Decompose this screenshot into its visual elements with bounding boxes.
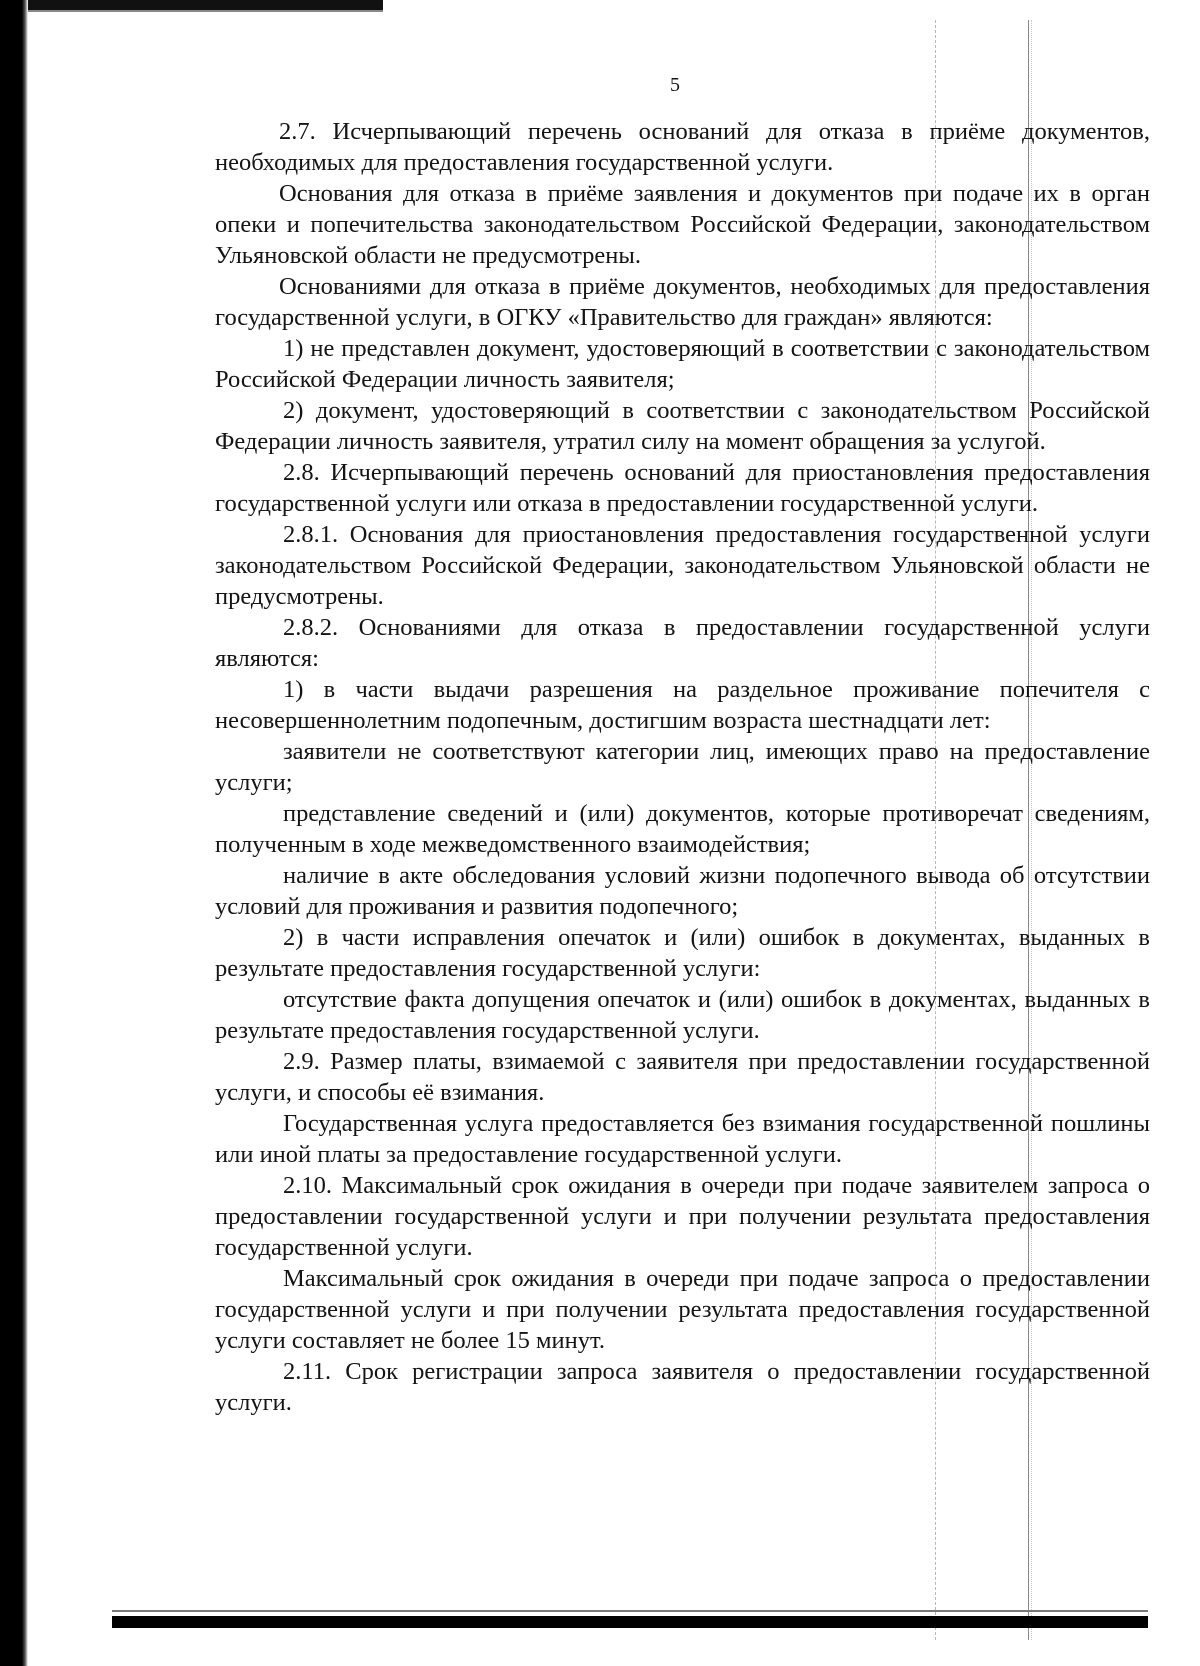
list-item: заявители не соответствуют категории лиц, имеющих право на предоставление услуги; [215, 738, 1150, 796]
list-item: отсутствие факта допущения опечаток и (или) ошибок в документах, выданных в результате предоставления государственной услуги. [215, 986, 1150, 1044]
scan-edge-left [0, 0, 28, 1666]
list-item: наличие в акте обследования условий жизни подопечного вывода об отсутствии условий для проживания и развития подопечного; [215, 862, 1150, 920]
paragraph-2-8-2: 2.8.2. Основаниями для отказа в предоставлении государственной услуги являются: [215, 614, 1150, 672]
paragraph-2-9: 2.9. Размер платы, взимаемой с заявителя при предоставлении государственной услуги, и способы её взимания. [215, 1048, 1150, 1106]
scan-bar-bottom-thin [112, 1610, 1148, 1612]
list-item: 1) в части выдачи разрешения на раздельное проживание попечителя с несовершеннолетним подопечным, достигшим возраста шестнадцати лет: [215, 676, 1150, 734]
document-body [215, 116, 1150, 1418]
paragraph-2-10: 2.10. Максимальный срок ожидания в очереди при подаче заявителем запроса о предоставлении государственной услуги и при получении результата предоставления государственной услуги. [215, 1172, 1150, 1261]
page-number: 5 [670, 74, 680, 96]
scan-bar-bottom [112, 1616, 1148, 1628]
paragraph: Основания для отказа в приёме заявления и документов при подаче их в орган опеки и попечительства законодательством Российской Федерации, законодательством Ульяновской области не предусмотрены. [215, 180, 1150, 269]
paragraph-2-7: 2.7. Исчерпывающий перечень оснований для отказа в приёме документов, необходимых для предоставления государственной услуги. [215, 118, 1150, 176]
list-item: 2) в части исправления опечаток и (или) ошибок в документах, выданных в результате предоставления государственной услуги: [215, 924, 1150, 982]
list-item: представление сведений и (или) документов, которые противоречат сведениям, полученным в ходе межведомственного взаимодействия; [215, 800, 1150, 858]
paragraph-2-11: 2.11. Срок регистрации запроса заявителя о предоставлении государственной услуги. [215, 1358, 1150, 1416]
paragraph-2-8-1: 2.8.1. Основания для приостановления предоставления государственной услуги законодательством Российской Федерации, законодательством Ульяновской области не предусмотрены. [215, 521, 1150, 610]
list-item: 1) не представлен документ, удостоверяющий в соответствии с законодательством Российской Федерации личность заявителя; [215, 335, 1150, 393]
paragraph: Максимальный срок ожидания в очереди при подаче запроса о предоставлении государственной услуги и при получении результата предоставления государственной услуги составляет не более 15 минут. [215, 1265, 1150, 1354]
paragraph: Основаниями для отказа в приёме документов, необходимых для предоставления государственной услуги, в ОГКУ «Правительство для граждан» являются: [215, 273, 1150, 331]
scan-bar-top [28, 0, 383, 10]
paragraph: Государственная услуга предоставляется без взимания государственной пошлины или иной платы за предоставление государственной услуги. [215, 1110, 1150, 1168]
paragraph-2-8: 2.8. Исчерпывающий перечень оснований для приостановления предоставления государственной услуги или отказа в предоставлении государственной услуги. [215, 459, 1150, 517]
scan-bar-top-thin [28, 10, 383, 12]
list-item: 2) документ, удостоверяющий в соответствии с законодательством Российской Федерации личность заявителя, утратил силу на момент обращения за услугой. [215, 397, 1150, 455]
